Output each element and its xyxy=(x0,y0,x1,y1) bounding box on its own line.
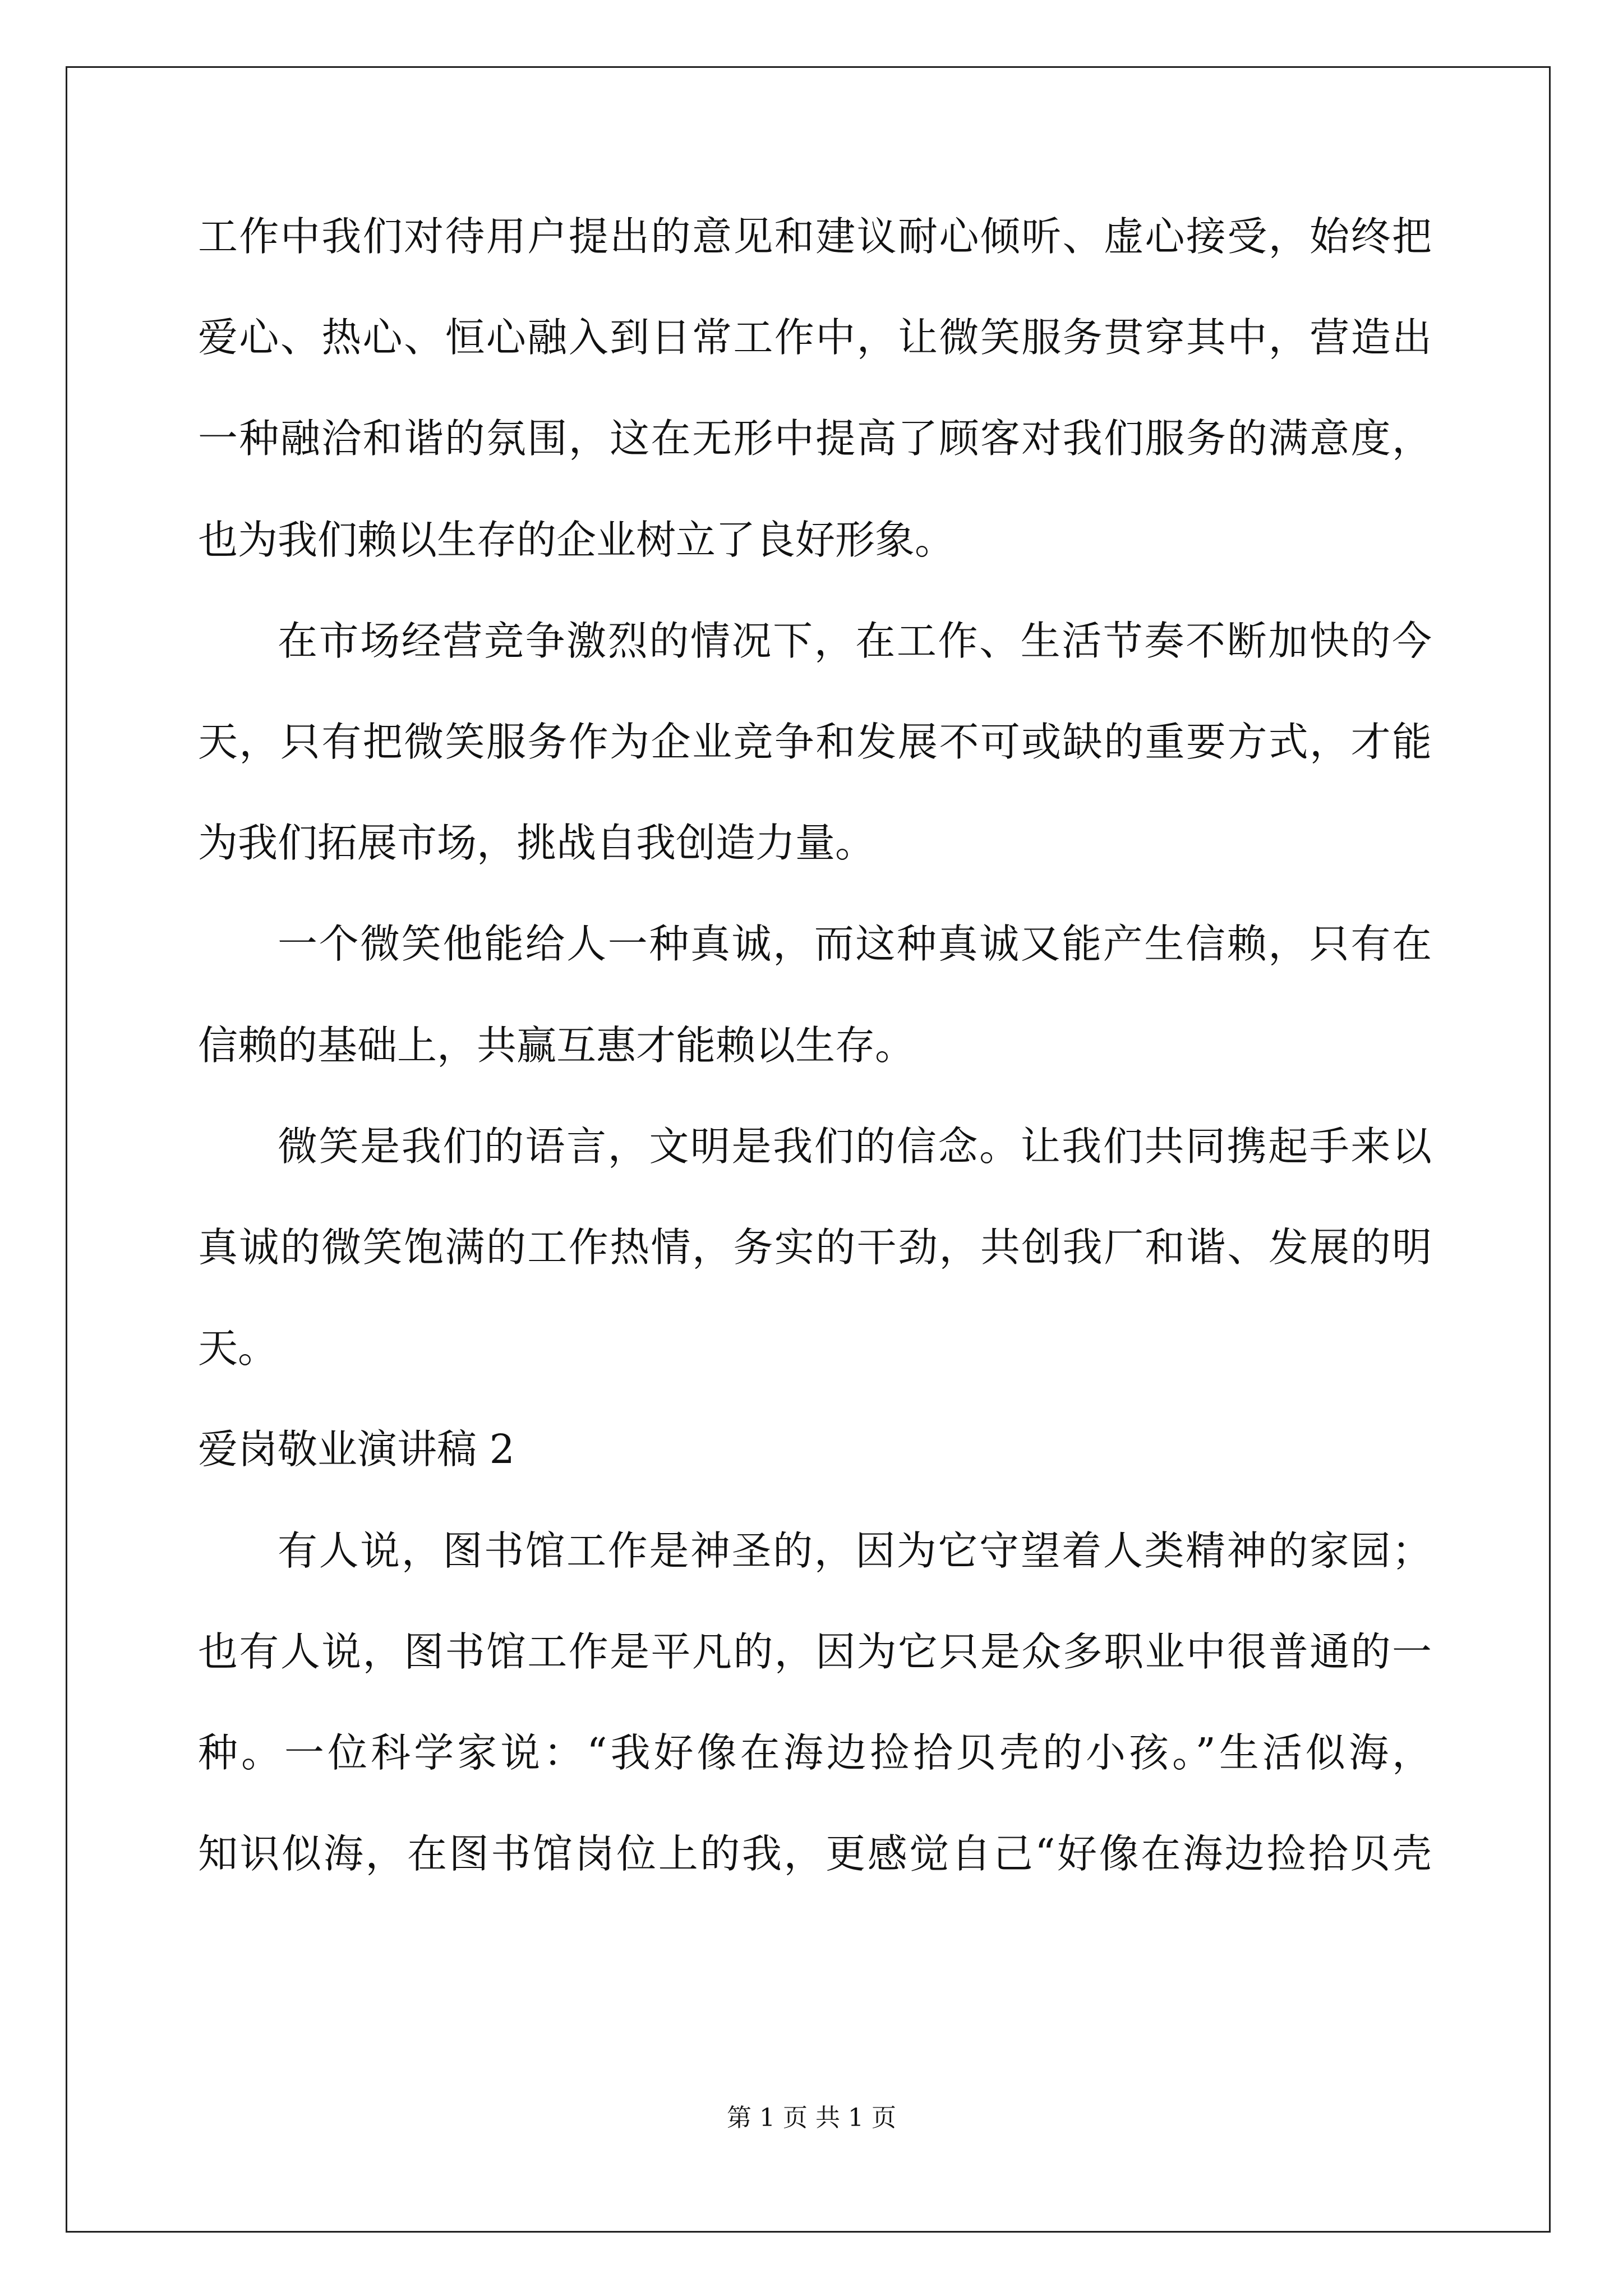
paragraph-line: 种。一位科学家说：“我好像在海边捡拾贝壳的小孩。”生活似海， xyxy=(198,1729,1432,1776)
paragraph-line: 爱心、热心、恒心融入到日常工作中，让微笑服务贯穿其中，营造出 xyxy=(198,314,1432,361)
paragraph-line: 知识似海，在图书馆岗位上的我，更感觉自己“好像在海边捡拾贝壳 xyxy=(198,1830,1432,1877)
paragraph-line: 在市场经营竞争激烈的情况下，在工作、生活节奏不断加快的今 xyxy=(278,618,1432,664)
paragraph-line: 也有人说，图书馆工作是平凡的，因为它只是众多职业中很普通的一 xyxy=(198,1628,1432,1675)
paragraph-line: 也为我们赖以生存的企业树立了良好形象。 xyxy=(198,517,955,563)
paragraph-line: 真诚的微笑饱满的工作热情，务实的干劲，共创我厂和谐、发展的明 xyxy=(198,1224,1432,1271)
paragraph-line: 一个微笑他能给人一种真诚，而这种真诚又能产生信赖，只有在 xyxy=(278,921,1432,967)
section-heading: 爱岗敬业演讲稿 2 xyxy=(198,1426,515,1473)
page-number-footer: 第 1 页 共 1 页 xyxy=(727,2104,896,2132)
paragraph-line: 为我们拓展市场，挑战自我创造力量。 xyxy=(198,820,875,866)
paragraph-line: 一种融洽和谐的氛围，这在无形中提高了顾客对我们服务的满意度， xyxy=(198,415,1432,462)
paragraph-line: 工作中我们对待用户提出的意见和建议耐心倾听、虚心接受，始终把 xyxy=(198,213,1432,260)
paragraph-line: 天。 xyxy=(198,1325,278,1372)
paragraph-line: 有人说，图书馆工作是神圣的，因为它守望着人类精神的家园； xyxy=(278,1527,1432,1574)
paragraph-line: 信赖的基础上，共赢互惠才能赖以生存。 xyxy=(198,1022,915,1069)
paragraph-line: 天，只有把微笑服务作为企业竞争和发展不可或缺的重要方式，才能 xyxy=(198,719,1432,765)
paragraph-line: 微笑是我们的语言，文明是我们的信念。让我们共同携起手来以 xyxy=(278,1123,1432,1170)
